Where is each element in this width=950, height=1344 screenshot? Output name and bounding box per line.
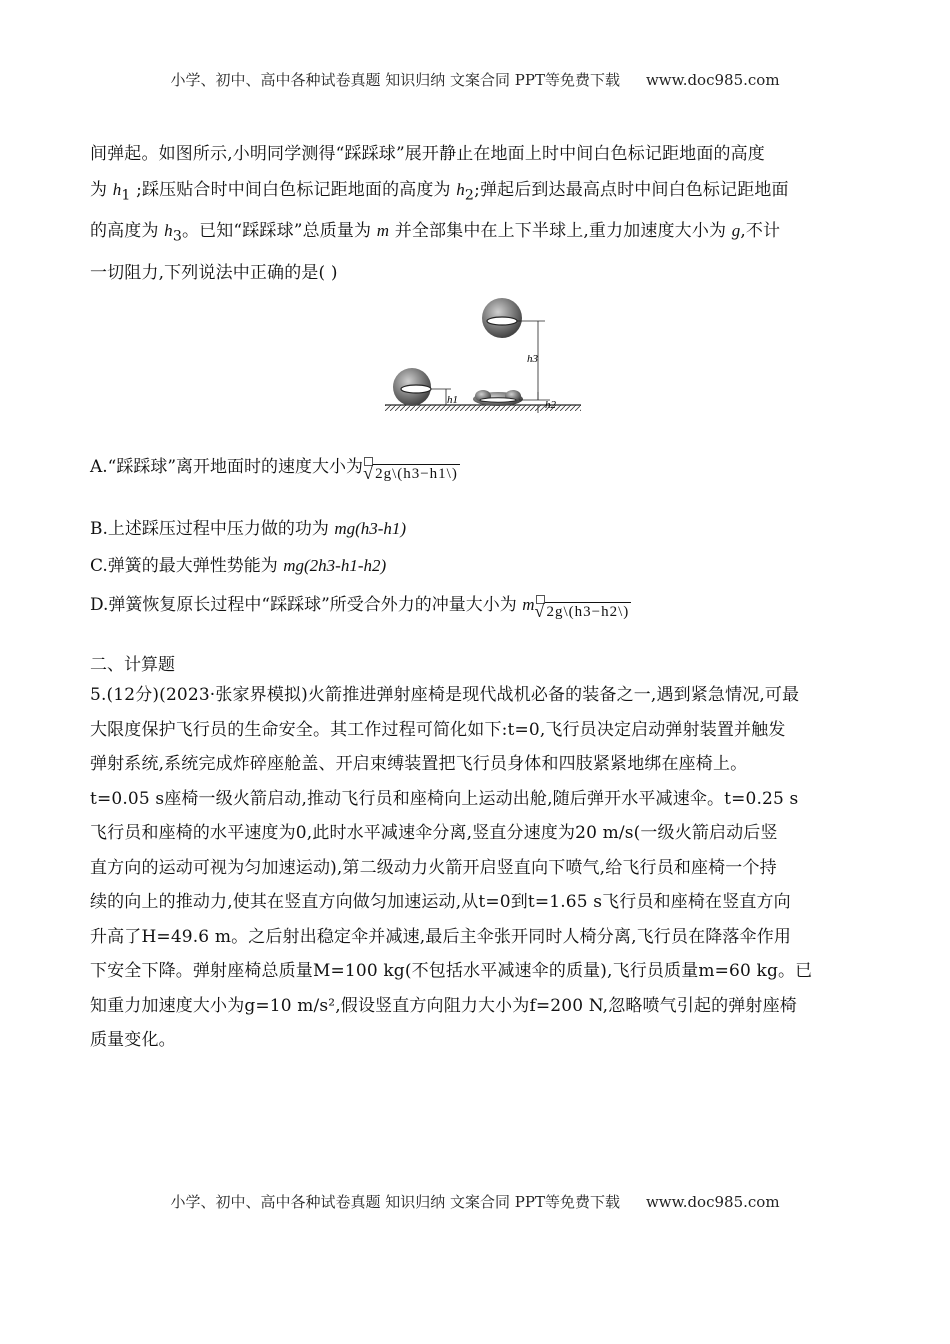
- section-title: 二、计算题: [90, 655, 175, 675]
- q4-line-2: 为 $h_1$ ;踩压贴合时中间白色标记距地面的高度为 $h_2$;弹起后到达最高点时中间白色标记距地面: [90, 180, 789, 204]
- page-header: [0, 69, 950, 90]
- q5-line: 升高了H=49.6 m。之后射出稳定伞并减速,最后主伞张开同时人椅分离,飞行员在降落伞作用: [90, 926, 792, 947]
- q5-line: 续的向上的推动力,使其在竖直方向做匀加速运动,从t=0到t=1.65 s飞行员和座椅在竖直方向: [90, 892, 791, 912]
- option-b[interactable]: B.上述踩压过程中压力做的功为 mg(h3-h1): [90, 519, 407, 539]
- question-4-stem: [90, 136, 862, 291]
- q4-line-4: 一切阻力,下列说法中正确的是( ): [90, 262, 338, 283]
- label-h3: h3: [527, 353, 538, 365]
- footer-url[interactable]: www.doc985.com: [645, 1193, 780, 1211]
- sqrt-a: √ 2g\(h3−h1\): [363, 466, 460, 483]
- question-5: [90, 678, 862, 1058]
- q5-line: 飞行员和座椅的水平速度为0,此时水平减速伞分离,竖直分速度为20 m/s(一级火箭启动后竖: [90, 823, 778, 843]
- option-c[interactable]: C.弹簧的最大弹性势能为 mg(2h3-h1-h2): [90, 556, 387, 576]
- page-footer: [0, 1191, 950, 1212]
- q4-line-3: 的高度为 $h_3$。已知“踩踩球”总质量为 m 并全部集中在上下半球上,重力加速度大小为 g,不计: [90, 221, 781, 245]
- ball-diagram: [385, 296, 585, 414]
- q5-line: 质量变化。: [90, 1030, 176, 1050]
- q5-line: 下安全下降。弹射座椅总质量M=100 kg(不包括水平减速伞的质量),飞行员质量m=60 kg。已: [90, 961, 813, 981]
- label-h1: h1: [447, 394, 458, 406]
- q5-line: 5.(12分)(2023·张家界模拟)火箭推进弹射座椅是现代战机必备的装备之一,遇到紧急情况,可最: [90, 685, 800, 705]
- sqrt-d: √ 2g\(h3−h2\): [535, 604, 632, 621]
- label-h2: h2: [545, 399, 556, 411]
- option-d[interactable]: D.弹簧恢复原长过程中“踩踩球”所受合外力的冲量大小为 m √ 2g\(h3−h2\): [90, 595, 630, 621]
- footer-text: 小学、初中、高中各种试卷真题 知识归纳 文案合同 PPT等免费下载: [170, 1193, 620, 1211]
- ball-top: [482, 298, 522, 338]
- option-a[interactable]: A.“踩踩球”离开地面时的速度大小为 √ 2g\(h3−h1\): [90, 457, 458, 483]
- ball-figure: [385, 296, 585, 418]
- ball-rest: [393, 368, 431, 406]
- q4-line-1: 间弹起。如图所示,小明同学测得“踩踩球”展开静止在地面上时中间白色标记距地面的高度: [90, 144, 765, 164]
- q5-line: 大限度保护飞行员的生命安全。其工作过程可简化如下:t=0,飞行员决定启动弹射装置并触发: [90, 719, 786, 740]
- ball-squashed: [473, 390, 523, 406]
- q5-line: 知重力加速度大小为g=10 m/s²,假设竖直方向阻力大小为f=200 N,忽略喷气引起的弹射座椅: [90, 995, 797, 1016]
- q5-line: 直方向的运动可视为匀加速运动),第二级动力火箭开启竖直向下喷气,给飞行员和座椅一个持: [90, 857, 777, 878]
- header-url[interactable]: www.doc985.com: [645, 71, 780, 89]
- q5-line: t=0.05 s座椅一级火箭启动,推动飞行员和座椅向上运动出舱,随后弹开水平减速伞。t=0.25 s: [90, 788, 799, 809]
- header-text: 小学、初中、高中各种试卷真题 知识归纳 文案合同 PPT等免费下载: [170, 71, 620, 89]
- q5-line: 弹射系统,系统完成炸碎座舱盖、开启束缚装置把飞行员身体和四肢紧紧地绑在座椅上。: [90, 754, 748, 774]
